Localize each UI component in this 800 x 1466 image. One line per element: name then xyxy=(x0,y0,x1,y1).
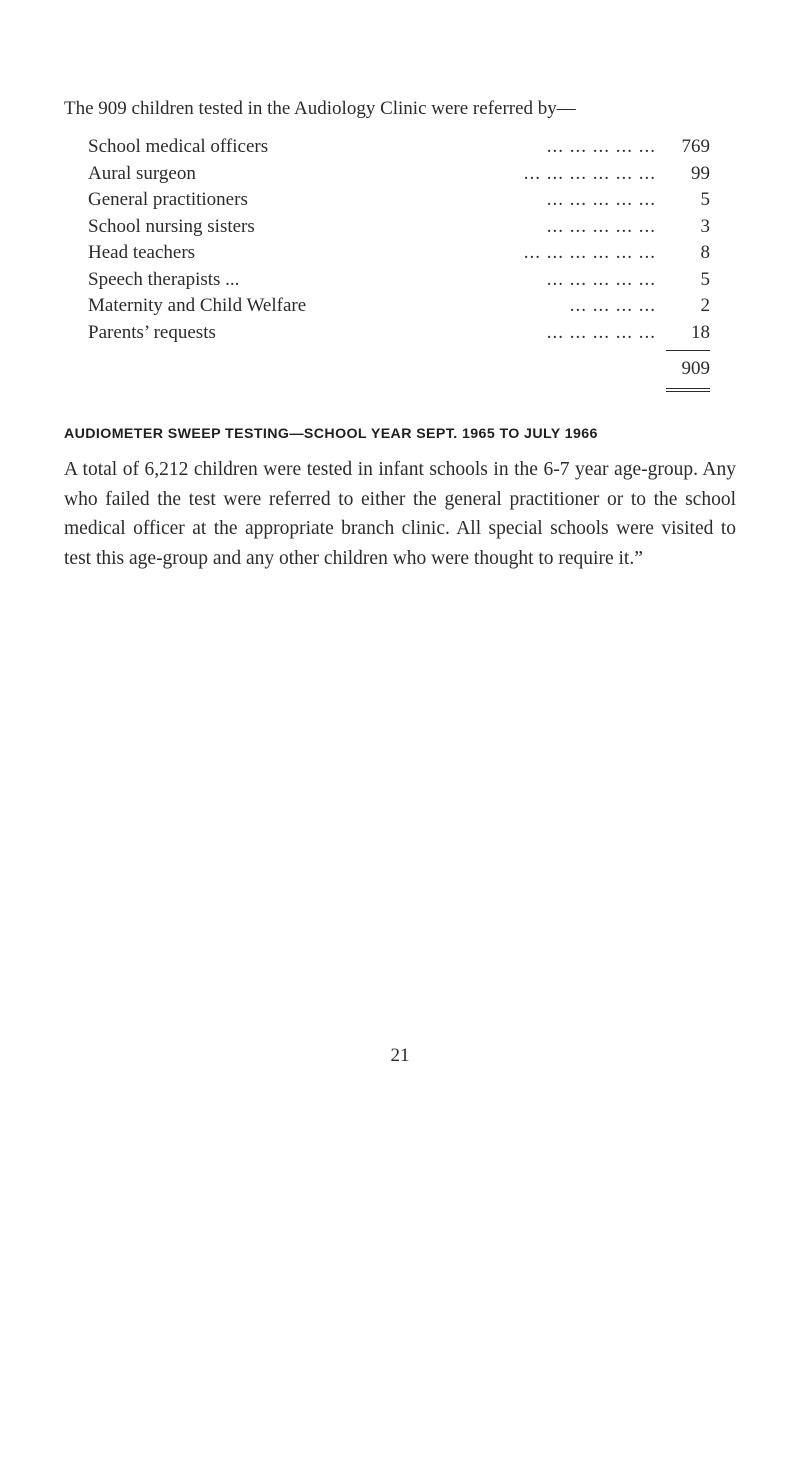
referral-table xyxy=(88,134,710,379)
row-label: Aural surgeon xyxy=(88,162,196,184)
page-number: 21 xyxy=(390,1045,410,1066)
table-row xyxy=(88,161,710,188)
row-leader-dots: ... ... ... ... ... ... xyxy=(523,242,656,263)
row-label: School medical officers xyxy=(88,136,269,157)
row-leader-dots: ... ... ... ... ... ... xyxy=(523,162,656,184)
row-value: 2 xyxy=(700,295,710,316)
row-label: Head teachers xyxy=(88,242,196,263)
row-leader-dots: ... ... ... ... ... xyxy=(546,321,656,343)
row-leader-dots: ... ... ... ... ... xyxy=(546,136,656,157)
row-leader-dots: ... ... ... ... ... xyxy=(546,215,656,237)
row-value: 3 xyxy=(700,215,710,237)
row-value: 18 xyxy=(691,321,710,343)
row-label: Speech therapists ... xyxy=(88,268,240,290)
table-row xyxy=(88,267,710,294)
row-label: Parents’ requests xyxy=(88,321,216,343)
section-heading: AUDIOMETER SWEEP TESTING—SCHOOL YEAR SEPT. 1965 TO JULY 1966 xyxy=(64,426,598,442)
table-row xyxy=(88,293,710,320)
row-leader-dots: ... ... ... ... xyxy=(569,295,656,316)
row-value: 769 xyxy=(681,136,710,157)
table-row xyxy=(88,214,710,241)
row-value: 8 xyxy=(700,242,710,263)
table-row xyxy=(88,134,710,161)
table-row xyxy=(88,320,710,347)
row-value: 5 xyxy=(700,189,710,210)
row-label: General practitioners xyxy=(88,189,248,210)
body-paragraph: A total of 6,212 children were tested in infant schools in the 6-7 year age-group. Any who failed the test were referred to either the general practitioner or to the school medical officer at the appropriate branch clinic. All special schools were visited to test this age-group and any other children who were thought to require it.” xyxy=(64,459,736,569)
total-value: 909 xyxy=(681,358,710,379)
row-leader-dots: ... ... ... ... ... xyxy=(546,189,656,210)
row-label: School nursing sisters xyxy=(88,215,255,237)
row-label: Maternity and Child Welfare xyxy=(88,295,307,316)
row-leader-dots: ... ... ... ... ... xyxy=(546,268,656,290)
table-row xyxy=(88,240,710,267)
total-double-underline xyxy=(666,388,710,392)
row-value: 5 xyxy=(700,268,710,290)
row-value: 99 xyxy=(691,162,710,184)
total-divider xyxy=(666,350,710,351)
table-row xyxy=(88,187,710,214)
intro-sentence: The 909 children tested in the Audiology Clinic were referred by— xyxy=(64,98,576,119)
